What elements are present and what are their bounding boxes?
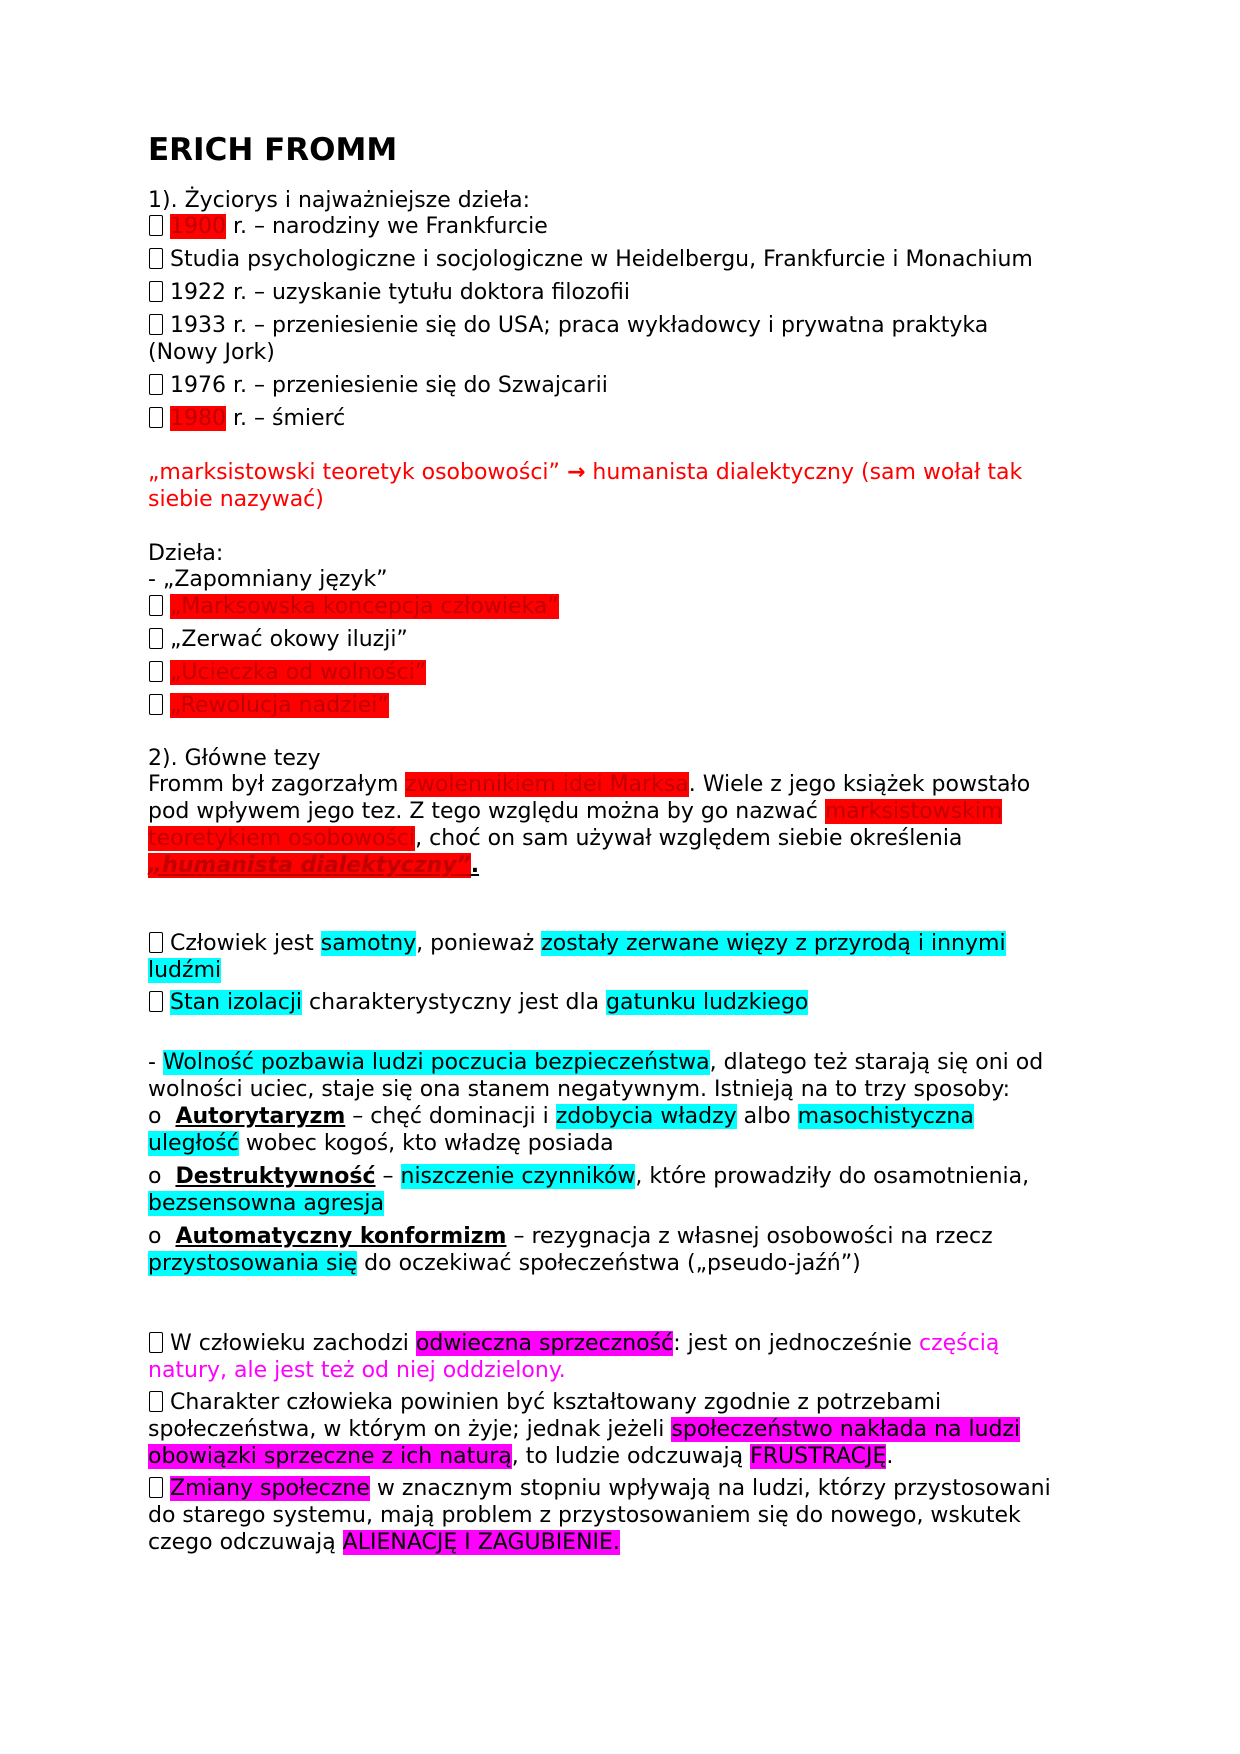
text: – rezygnacja z własnej osobowości na rzecz	[506, 1224, 993, 1249]
highlight-year: 1900	[170, 214, 226, 239]
highlight: „humanista dialektyczny”	[148, 853, 471, 878]
bullet-box-icon	[149, 1391, 163, 1412]
thesis-item-contradiction	[148, 1330, 1088, 1384]
text: , ponieważ	[416, 931, 542, 956]
highlight: marksistowskim	[824, 799, 1003, 824]
bio-text: 1933 r. – przeniesienie się do USA; praca wykładowcy i prywatna praktyka	[170, 313, 989, 338]
highlight: samotny	[320, 931, 417, 956]
text: -	[148, 1050, 163, 1075]
quote-text: „marksistowski teoretyk osobowości”	[148, 460, 560, 485]
bio-item-studies	[148, 246, 1088, 273]
bullet-box-icon	[149, 595, 163, 616]
text: Człowiek jest	[170, 931, 321, 956]
highlight: społeczeństwo nakłada na ludzi	[671, 1417, 1021, 1442]
term: Destruktywność	[175, 1164, 376, 1189]
bullet-box-icon	[149, 1332, 163, 1353]
quote-text: humanista dialektyczny (sam wołał tak	[585, 460, 1023, 485]
bullet-box-icon	[149, 314, 163, 335]
escape-item-destructiveness	[148, 1163, 1088, 1217]
term: Automatyczny konformizm	[175, 1224, 507, 1249]
bio-item-1900	[148, 213, 1088, 240]
sub-bullet: o	[148, 1164, 162, 1189]
magenta-text: natury, ale jest też od niej oddzielony.	[148, 1358, 566, 1383]
works-label: Dzieła:	[148, 541, 224, 566]
bullet-box-icon	[149, 374, 163, 395]
arrow-right-icon: →	[566, 460, 586, 485]
magenta-text: częścią	[918, 1331, 1000, 1356]
thesis-item-isolation	[148, 989, 1088, 1016]
red-quote	[148, 459, 1088, 513]
bio-text: 1922 r. – uzyskanie tytułu doktora filozofii	[170, 280, 630, 305]
thesis-item-lonely	[148, 930, 1088, 984]
quote-text-continued: siebie nazywać)	[148, 487, 324, 512]
bio-item-1980	[148, 405, 1088, 432]
text: wolności uciec, staje się ona stanem negatywnym. Istnieją na to trzy sposoby:	[148, 1077, 1011, 1102]
text: .	[886, 1444, 894, 1469]
highlight-year: 1980	[170, 406, 226, 431]
text: – chęć dominacji i	[345, 1104, 556, 1129]
highlight: przystosowania się	[148, 1251, 358, 1276]
work-title: „Marksowska koncepcja człowieka”	[170, 594, 559, 619]
highlight: zwolennikiem idei Marksa	[405, 772, 689, 797]
bullet-box-icon	[149, 248, 163, 269]
highlight: zdobycia władzy	[555, 1104, 737, 1129]
bio-text: r. – narodziny we Frankfurcie	[226, 214, 548, 239]
document-title: ERICH FROMM	[148, 132, 398, 168]
text: czego odczuwają	[148, 1530, 343, 1555]
highlight: FRUSTRACJĘ	[750, 1444, 887, 1469]
highlight: zostały zerwane więzy z przyrodą i innymi	[541, 931, 1006, 956]
text: , które prowadziły do osamotnienia,	[635, 1164, 1030, 1189]
highlight: masochistyczna	[797, 1104, 974, 1129]
work-title: „Rewolucja nadziei”	[170, 693, 389, 718]
bullet-box-icon	[149, 1477, 163, 1498]
thesis-item-character	[148, 1389, 1088, 1470]
highlight: teoretykiem osobowości	[148, 826, 416, 851]
work-item: - „Zapomniany język”	[148, 567, 388, 592]
bio-text: r. – śmierć	[226, 406, 346, 431]
sub-bullet: o	[148, 1224, 162, 1249]
term: Autorytaryzm	[175, 1104, 346, 1129]
text: , to ludzie odczuwają	[511, 1444, 751, 1469]
bullet-box-icon	[149, 215, 163, 236]
thesis-item-social-change	[148, 1475, 1088, 1556]
escape-item-conformism	[148, 1223, 1088, 1277]
highlight: Zmiany społeczne	[170, 1476, 370, 1501]
highlight: ludźmi	[148, 958, 222, 983]
bullet-box-icon	[149, 281, 163, 302]
paragraph-freedom	[148, 1049, 1088, 1103]
text: . Wiele z jego książek powstało	[688, 772, 1031, 797]
bio-item-1922	[148, 279, 1088, 306]
highlight: niszczenie czynników	[400, 1164, 636, 1189]
highlight: Wolność pozbawia ludzi poczucia bezpieczeństwa	[162, 1050, 710, 1075]
bio-text: Studia psychologiczne i socjologiczne w Heidelbergu, Frankfurcie i Monachium	[170, 247, 1033, 272]
work-item	[148, 692, 1088, 719]
work-title: „Ucieczka od wolności”	[170, 660, 427, 685]
text: do oczekiwać społeczeństwa („pseudo-jaźń”)	[357, 1251, 861, 1276]
bio-text-continued: (Nowy Jork)	[148, 340, 275, 365]
bio-item-1933	[148, 312, 1088, 366]
highlight: Stan izolacji	[170, 990, 303, 1015]
text: pod wpływem jego tez. Z tego względu można by go nazwać	[148, 799, 825, 824]
text: Charakter człowieka powinien być kształtowany zgodnie z potrzebami	[170, 1390, 942, 1415]
text: Fromm był zagorzałym	[148, 772, 406, 797]
bio-item-1976	[148, 372, 1088, 399]
text: społeczeństwa, w którym on żyje; jednak jeżeli	[148, 1417, 672, 1442]
highlight: uległość	[148, 1131, 239, 1156]
text: , dlatego też starają się oni od	[709, 1050, 1044, 1075]
bullet-box-icon	[149, 694, 163, 715]
text: w znacznym stopniu wpływają na ludzi, którzy przystosowani	[369, 1476, 1051, 1501]
bullet-box-icon	[149, 932, 163, 953]
bullet-box-icon	[149, 407, 163, 428]
work-item	[148, 593, 1088, 620]
bullet-box-icon	[149, 991, 163, 1012]
text: : jest on jednocześnie	[673, 1331, 919, 1356]
sub-bullet: o	[148, 1104, 162, 1129]
text: charakterystyczny jest dla	[302, 990, 607, 1015]
bullet-box-icon	[149, 628, 163, 649]
text: , choć on sam używał względem siebie określenia	[415, 826, 963, 851]
highlight: obowiązki sprzeczne z ich naturą	[148, 1444, 512, 1469]
text: do starego systemu, mają problem z przystosowaniem się do nowego, wskutek	[148, 1503, 1021, 1528]
highlight: ALIENACJĘ I ZAGUBIENIE.	[342, 1530, 620, 1555]
work-title: „Zerwać okowy iluzji”	[170, 627, 408, 652]
text: albo	[736, 1104, 798, 1129]
bio-text: 1976 r. – przeniesienie się do Szwajcarii	[170, 373, 608, 398]
highlight: bezsensowna agresja	[148, 1191, 384, 1216]
bullet-box-icon	[149, 661, 163, 682]
text: W człowieku zachodzi	[170, 1331, 416, 1356]
text: wobec kogoś, kto władzę posiada	[238, 1131, 614, 1156]
text: –	[375, 1164, 401, 1189]
highlight: gatunku ludzkiego	[606, 990, 809, 1015]
work-item	[148, 659, 1088, 686]
text: .	[470, 853, 480, 878]
highlight: odwieczna sprzeczność	[415, 1331, 674, 1356]
paragraph-marx	[148, 771, 1088, 879]
section-1-heading: 1). Życiorys i najważniejsze dzieła:	[148, 188, 531, 213]
work-item	[148, 626, 1088, 653]
escape-item-authoritarianism	[148, 1103, 1088, 1157]
section-2-heading: 2). Główne tezy	[148, 746, 321, 771]
